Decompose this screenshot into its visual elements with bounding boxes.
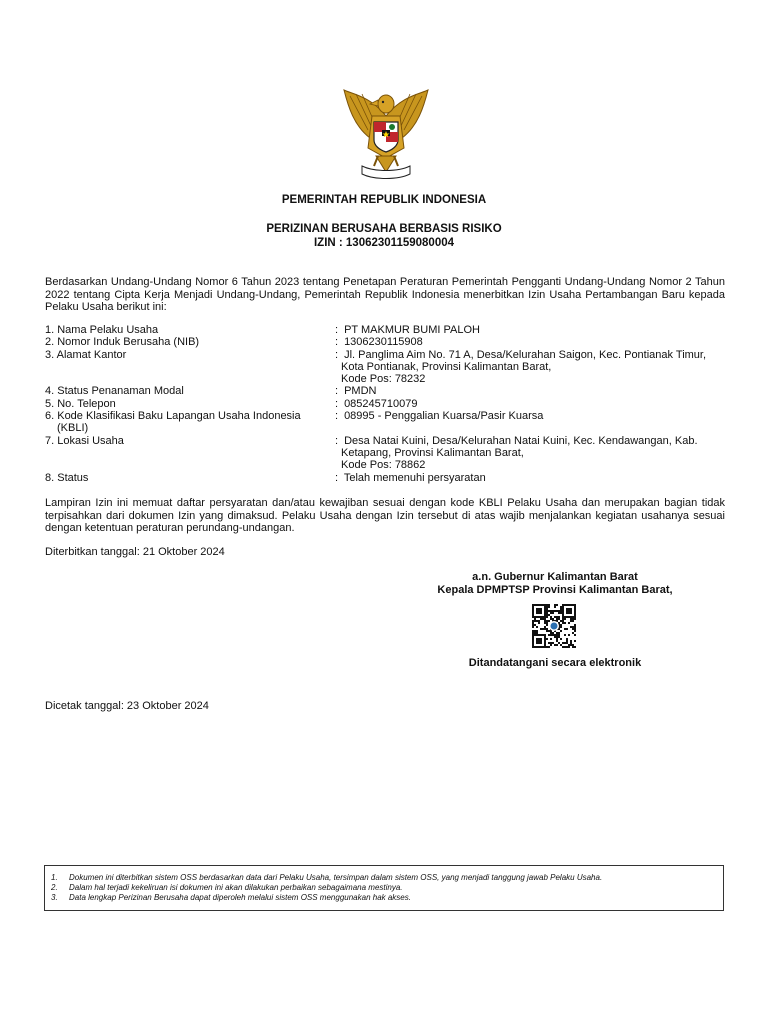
intro-paragraph: Berdasarkan Undang-Undang Nomor 6 Tahun 2023 tentang Penetapan Peraturan Pemerintah Pengganti Undang-Undang Nomor 2 Tahun 2022 tentang Cipta Kerja Menjadi Undang-Undang, Pemerintah Republik Indonesia menerbitkan Izin Usaha Pertambangan Baru kepada Pelaku Usaha berikut ini:	[45, 276, 725, 313]
detail-value-continuation: Kode Pos: 78862	[341, 459, 426, 472]
detail-label	[45, 385, 335, 397]
detail-value-text: 08995 - Penggalian Kuarsa/Pasir Kuarsa	[344, 410, 544, 423]
detail-value: : Telah memenuhi persyaratan	[335, 471, 486, 484]
detail-value-text: PMDN	[344, 385, 377, 398]
detail-row	[45, 472, 730, 484]
detail-row	[45, 410, 730, 435]
detail-value: : 1306230115908	[335, 336, 423, 349]
footnote-item	[51, 883, 717, 893]
detail-label	[45, 435, 335, 472]
detail-label	[45, 410, 335, 435]
signatory-line-2: Kepala DPMPTSP Provinsi Kalimantan Barat,	[437, 584, 673, 596]
attachment-paragraph: Lampiran Izin ini memuat daftar persyaratan dan/atau kewajiban sesuai dengan kode KBLI Pelaku Usaha dan merupakan bagian tidak terpisahkan dari dokumen Izin yang dimaksud. Pelaku Usaha dengan Izin tersebut di atas wajib menjalankan kegiatan usahanya sesuai dengan ketentuan peraturan perundang-undangan.	[45, 497, 725, 534]
detail-value-continuation: Kota Pontianak, Provinsi Kalimantan Barat,	[341, 360, 552, 373]
detail-value-text: 1306230115908	[344, 336, 423, 349]
detail-value-text: 085245710079	[344, 397, 418, 410]
detail-label-text: 7. Lokasi Usaha	[45, 434, 124, 447]
detail-label	[45, 349, 335, 386]
detail-value: : 08995 - Penggalian Kuarsa/Pasir Kuarsa	[335, 410, 544, 423]
detail-label	[45, 336, 335, 348]
detail-row	[45, 398, 730, 410]
detail-row	[45, 349, 730, 386]
footnote-number: 1.	[51, 873, 58, 882]
detail-label-text: 8. Status	[45, 471, 89, 484]
detail-row	[45, 336, 730, 348]
detail-row	[45, 324, 730, 336]
footnote-item	[51, 893, 717, 903]
detail-value: : PT MAKMUR BUMI PALOH	[335, 324, 480, 336]
detail-label	[45, 324, 335, 336]
detail-value-continuation: Kode Pos: 78232	[341, 373, 426, 386]
detail-value-text: Telah memenuhi persyaratan	[343, 471, 486, 484]
government-title: PEMERINTAH REPUBLIK INDONESIA	[281, 194, 487, 206]
detail-label-text: 6. Kode Klasifikasi Baku Lapangan Usaha Indonesia	[45, 410, 301, 423]
detail-value-text: Jl. Panglima Aim No. 71 A, Desa/Kelurahan Saigon, Kec. Pontianak Timur,	[344, 348, 707, 361]
detail-value-continuation: Ketapang, Provinsi Kalimantan Barat,	[341, 446, 524, 459]
detail-value: : 085245710079	[335, 397, 418, 410]
issued-date: Diterbitkan tanggal: 21 Oktober 2024	[45, 546, 225, 558]
detail-label-text: 1. Nama Pelaku Usaha	[45, 324, 159, 336]
detail-label-text: 3. Alamat Kantor	[45, 348, 127, 361]
business-details	[45, 324, 730, 484]
detail-label-text: 4. Status Penanaman Modal	[45, 385, 184, 398]
detail-label-text: 2. Nomor Induk Berusaha (NIB)	[45, 336, 200, 349]
document-title: PERIZINAN BERUSAHA BERBASIS RISIKO	[266, 223, 502, 235]
detail-value: : PMDN	[335, 385, 377, 398]
detail-value: : Jl. Panglima Aim No. 71 A, Desa/Kelurahan Saigon, Kec. Pontianak Timur, Kota Pontianak, Provinsi Kalimantan Barat, Kode Pos: 78232	[335, 349, 730, 386]
printed-date: Dicetak tanggal: 23 Oktober 2024	[45, 700, 209, 712]
footnote-text: Data lengkap Perizinan Berusaha dapat diperoleh melalui sistem OSS menggunakan hak akses.	[69, 893, 411, 902]
detail-label-text: 5. No. Telepon	[45, 397, 116, 410]
detail-value: : Desa Natai Kuini, Desa/Kelurahan Natai Kuini, Kec. Kendawangan, Kab. Ketapang, Provinsi Kalimantan Barat, Kode Pos: 78862	[335, 435, 730, 472]
footnote-number: 3.	[51, 893, 58, 902]
garuda-emblem-icon	[340, 86, 432, 182]
electronic-signature-note: Ditandatangani secara elektronik	[468, 657, 642, 669]
footnotes-box	[44, 865, 724, 911]
detail-row	[45, 435, 730, 472]
detail-row	[45, 385, 730, 397]
detail-label-continuation: (KBLI)	[57, 422, 89, 435]
detail-value-text: Desa Natai Kuini, Desa/Kelurahan Natai Kuini, Kec. Kendawangan, Kab.	[344, 434, 698, 447]
qr-code-icon	[532, 604, 576, 648]
detail-label	[45, 398, 335, 410]
detail-value-text: PT MAKMUR BUMI PALOH	[344, 324, 480, 336]
footnote-text: Dalam hal terjadi kekeliruan isi dokumen ini akan dilakukan perbaikan sebagaimana mestinya.	[69, 883, 403, 892]
footnote-item	[51, 873, 717, 883]
izin-number: IZIN : 1306230115908000​4	[313, 237, 455, 249]
detail-label	[45, 472, 335, 484]
footnote-number: 2.	[51, 883, 58, 892]
footnote-text: Dokumen ini diterbitkan sistem OSS berdasarkan data dari Pelaku Usaha, tersimpan dalam sistem OSS, yang menjadi tanggung jawab Pelaku Usaha.	[69, 873, 603, 882]
signatory-line-1: a.n. Gubernur Kalimantan Barat	[472, 571, 638, 583]
